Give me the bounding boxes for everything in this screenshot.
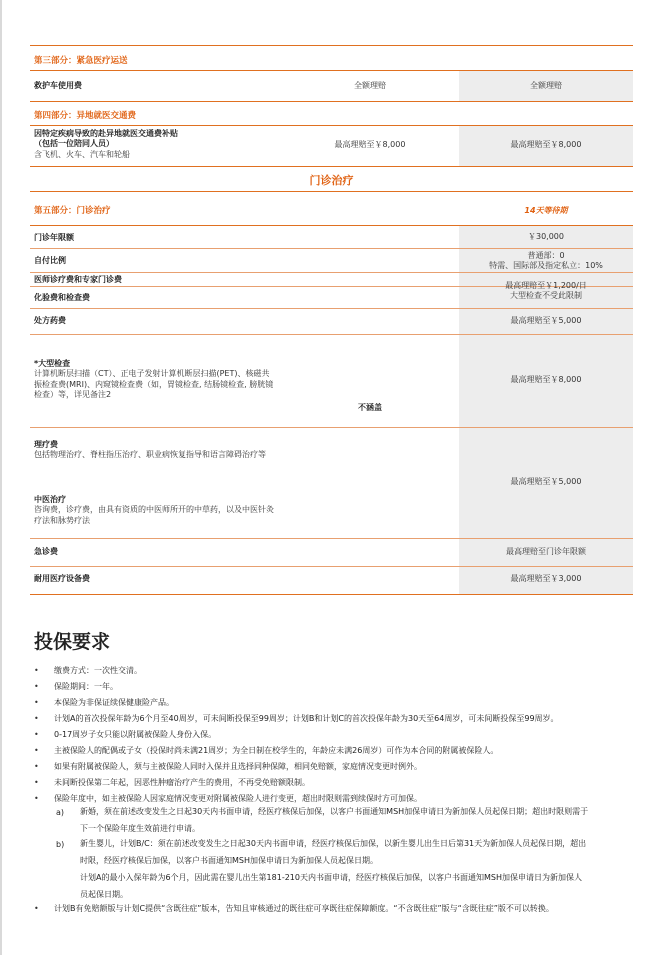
req-item-6: 主被保险人的配偶或子女（投保时尚未满21周岁；为全日制在校学生的，年龄应未满26周岁）可作为本合同的附属被保险人。 [54,746,499,755]
copay-label: 自付比例 [34,256,66,265]
req-item-4: 计划A的首次投保年龄为6个月至40周岁，可未间断投保至99周岁；计划B和计划C的首次投保年龄为30天至64周岁，可未间断投保至99周岁。 [54,714,559,723]
sub-a-line1: 新婚，须在前述改变发生之日起30天内书面申请，经医疗核保后加保，以客户书面通知MSH加保申请日为新加保人员起保日期；超出时限则需于 [80,807,589,816]
page-edge [0,0,2,955]
travel-label-1: 因特定疾病导致的赴异地就医交通费补贴 [34,129,178,138]
ambulance-value-2: 全额理赔 [530,81,562,90]
sub-a-line2: 下一个保险年度生效前进行申请。 [80,824,200,833]
divider [30,594,633,595]
req-item-8: 未间断投保第二年起，因恶性肿瘤治疗产生的费用，不再受免赔额限制。 [54,778,310,787]
divider [30,538,633,539]
copay-value-1: 普通部：0 [527,251,565,260]
travel-value-1: 最高理赔至￥8,000 [334,140,406,149]
divider [30,191,633,192]
req-item-2: 保险期间：一年。 [54,682,118,691]
consult-label: 医师诊疗费和专家门诊费 [34,275,122,284]
equipment-label: 耐用医疗设备费 [34,574,90,583]
lab-label: 化验费和检查费 [34,293,90,302]
travel-label-2: （包括一位陪同人员） [34,139,114,148]
divider [30,101,633,102]
section5-title: 第五部分：门诊治疗 [34,206,111,216]
annual-limit-label: 门诊年限额 [34,233,74,242]
outpatient-heading: 门诊治疗 [309,174,354,187]
divider [30,272,633,273]
sub-a-label: a) [56,808,65,817]
major-exam-desc: 计算机断层扫描（CT）、正电子发射计算机断层扫描(PET)、核磁共振检查费(MRI)、内窥镜检查费（如，胃镜检查, 结肠镜检查, 膀胱镜检查）等，详见备注2 [34,369,274,399]
bullet: • [34,714,39,723]
rx-label: 处方药费 [34,316,66,325]
section3-title: 第三部分：紧急医疗运送 [34,56,128,66]
req-item-1: 缴费方式：一次性交清。 [54,666,142,675]
bullet: • [34,698,39,707]
bullet: • [34,778,39,787]
req-item-7: 如果有附属被保险人，须与主被保险人同时入保并且选择同种保障，相同免赔额，家庭情况变更时例外。 [54,762,422,771]
divider [30,566,633,567]
physio-desc: 包括物理治疗、脊柱指压治疗、职业病恢复指导和语言障碍治疗等 [34,450,266,459]
bullet: • [34,762,39,771]
annual-limit-value: ￥30,000 [528,232,564,241]
sub-b-line4: 员起保日期。 [80,890,128,899]
major-exam-label: *大型检查 [34,359,71,368]
req-item-5: 0-17周岁子女只能以附属被保险人身份入保。 [54,730,217,739]
tcm-label: 中医治疗 [34,495,66,504]
sub-b-line2: 时限，经医疗核保后加保，以客户书面通知MSH加保申请日为新加保人员起保日期。 [80,856,378,865]
divider [30,427,633,428]
sub-b-line1: 新生婴儿，计划B/C：须在前述改变发生之日起30天内书面申请，经医疗核保后加保，以新生婴儿出生日后第31天为新加保人员起保日期，超出 [80,839,587,848]
divider [30,248,633,249]
bullet: • [34,794,39,803]
not-covered: 不涵盖 [358,403,382,412]
bullet: • [34,746,39,755]
bullet: • [34,682,39,691]
sub-b-line3: 计划A的最小入保年龄为6个月，因此需在婴儿出生第181-210天内书面申请，经医疗核保后加保，以客户书面通知MSH加保申请日为新加保人 [80,873,582,882]
req-item-9: 保险年度中，如主被保险人因家庭情况变更对附属被保险人进行变更，超出时限则需到续保时方可加保。 [54,794,422,803]
rx-value: 最高理赔至￥5,000 [510,316,582,325]
tcm-desc: 咨询费，诊疗费，由具有资质的中医师所开的中草药，以及中医针灸疗法和脉势疗法 [34,505,274,525]
consult-lab-value-1: 最高理赔至￥1,200/日 [505,281,587,290]
section4-title: 第四部分：异地就医交通费 [34,111,137,121]
ambulance-value-1: 全额理赔 [354,81,386,90]
physio-tcm-value: 最高理赔至￥5,000 [510,477,582,486]
major-exam-value: 最高理赔至￥8,000 [510,375,582,384]
req-item-last: 计划B有免赔额版与计划C提供“含既往症”版本，告知且审核通过的既往症可享既往症保障额度。“不含既往症”版与“含既往症”版不可以转换。 [54,904,554,913]
divider [30,334,633,335]
requirements-title: 投保要求 [34,631,111,653]
req-item-3: 本保险为非保证续保健康险产品。 [54,698,174,707]
waiting-period: 14天等待期 [524,206,568,215]
emergency-value: 最高理赔至门诊年限额 [506,547,586,556]
bullet: • [34,904,39,913]
divider [30,45,633,46]
travel-label-3: 含飞机、火车、汽车和轮船 [34,150,130,159]
bullet: • [34,666,39,675]
divider [30,166,633,167]
consult-lab-value-2: 大型检查不受此限制 [510,291,582,300]
travel-value-2: 最高理赔至￥8,000 [510,140,582,149]
divider [30,308,633,309]
equipment-value: 最高理赔至￥3,000 [510,574,582,583]
bullet: • [34,730,39,739]
emergency-label: 急诊费 [34,547,58,556]
copay-value-2: 特需、国际部及指定私立：10% [489,261,603,270]
ambulance-label: 救护车使用费 [34,81,82,90]
physio-label: 理疗费 [34,440,58,449]
sub-b-label: b) [56,840,65,849]
